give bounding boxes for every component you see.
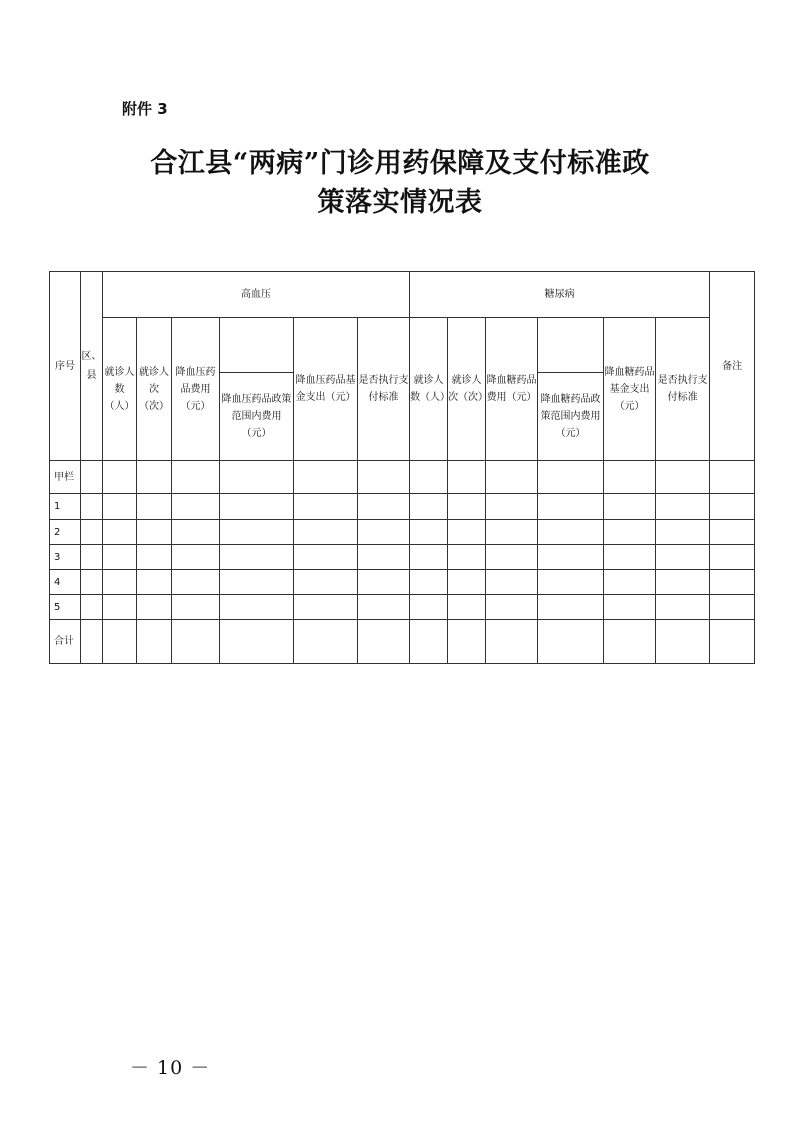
row-label: 5 <box>50 595 81 620</box>
document-title-line-1: 合江县“两病”门诊用药保障及支付标准政 <box>150 148 650 179</box>
row-label: 1 <box>50 494 81 520</box>
header-db-fund-payment: 降血糖药品基金支出（元） <box>604 318 656 461</box>
row-label: 4 <box>50 570 81 595</box>
table-row-total <box>50 620 755 664</box>
page-number: － 10 － <box>130 1057 211 1079</box>
header-ht-visits-times: 就诊人次（次） <box>137 318 172 461</box>
header-db-visits-people: 就诊人数（人） <box>410 318 448 461</box>
header-ht-standard: 是否执行支付标准 <box>358 318 410 461</box>
header-db-policy-cost: 降血糖药品政策范围内费用（元） <box>538 373 604 461</box>
row-label: 3 <box>50 545 81 570</box>
document-title-line-2: 策落实情况表 <box>317 187 483 218</box>
header-ht-policy-cost-top <box>220 318 294 373</box>
header-diabetes-group: 糖尿病 <box>410 272 710 318</box>
table-row <box>50 494 755 520</box>
attachment-label: 附件 3 <box>122 100 168 118</box>
header-row-groups <box>50 272 755 318</box>
table-row <box>50 545 755 570</box>
header-ht-visits-people: 就诊人数（人） <box>103 318 137 461</box>
header-remarks: 备注 <box>710 272 755 461</box>
table-row <box>50 461 755 494</box>
row-label: 2 <box>50 520 81 545</box>
row-label: 合计 <box>50 620 81 664</box>
header-db-visits-times: 就诊人次（次） <box>448 318 486 461</box>
header-db-drug-cost: 降血糖药品费用（元） <box>486 318 538 461</box>
header-district: 区、县 <box>81 272 103 461</box>
header-db-standard: 是否执行支付标准 <box>656 318 710 461</box>
header-ht-drug-cost: 降血压药品费用（元） <box>172 318 220 461</box>
header-row-subcols-top <box>50 318 755 373</box>
header-db-policy-cost-top <box>538 318 604 373</box>
row-label: 甲栏 <box>50 461 81 494</box>
header-ht-policy-cost: 降血压药品政策范围内费用（元） <box>220 373 294 461</box>
table-row <box>50 520 755 545</box>
header-hypertension-group: 高血压 <box>103 272 410 318</box>
header-ht-fund-payment: 降血压药品基金支出（元） <box>294 318 358 461</box>
table-row <box>50 595 755 620</box>
implementation-status-table <box>49 271 755 664</box>
header-seq: 序号 <box>50 272 81 461</box>
table-row <box>50 570 755 595</box>
